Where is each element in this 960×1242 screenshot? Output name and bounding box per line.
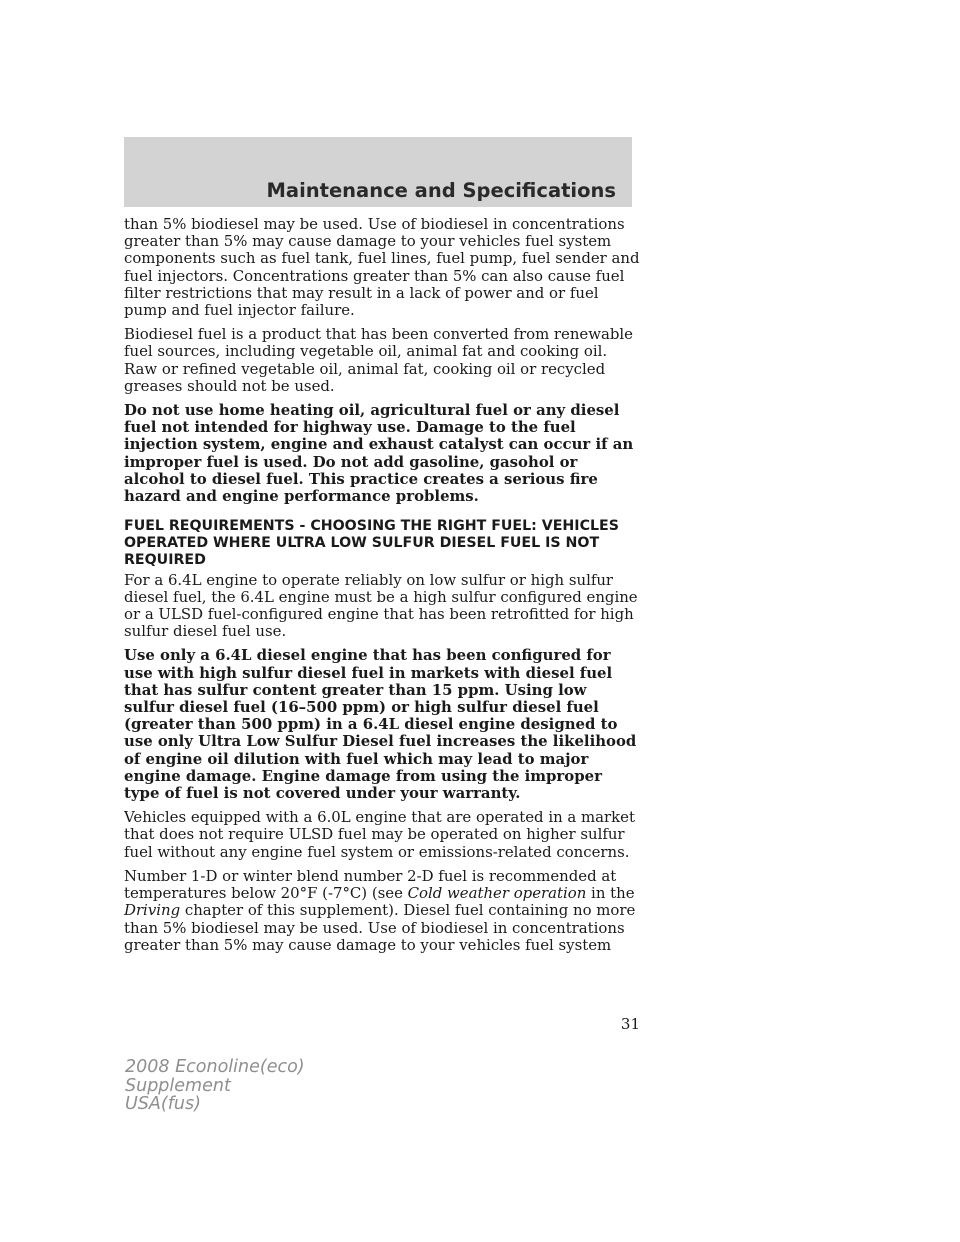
footer-line-3 bbox=[125, 1095, 305, 1114]
warning-paragraph-high-sulfur: Use only a 6.4L diesel engine that has been configured for use with high sulfur diesel fuel in markets with diesel fuel that has sulfur content greater than 15 ppm. Using low sulfur diesel fuel (16–500 ppm) or high sulfur diesel fuel (greater than 500 ppm) in a 6.4L diesel engine designed to use only Ultra Low Sulfur Diesel fuel increases the likelihood of engine oil dilution with fuel which may lead to major engine damage. Engine damage from using the improper type of fuel is not covered under your warranty. bbox=[124, 646, 637, 803]
footer-market-code: (fus) bbox=[160, 1094, 201, 1114]
section-heading-fuel-requirements: FUEL REQUIREMENTS - CHOOSING THE RIGHT FUEL: VEHICLES OPERATED WHERE ULTRA LOW SULFUR DIESEL FUEL IS NOT REQUIRED bbox=[124, 518, 619, 568]
winter-blend-text-3: chapter of this supplement). Diesel fuel containing no more than 5% biodiesel may be used. Use of biodiesel in concentrations greater than 5% may cause damage to your vehicles fuel system bbox=[124, 901, 636, 954]
winter-blend-text-2: in the bbox=[586, 884, 635, 903]
paragraph-winter-blend bbox=[124, 868, 640, 954]
footer-model-code: (eco) bbox=[259, 1057, 305, 1077]
cold-weather-reference: Cold weather operation bbox=[407, 884, 587, 903]
page-content bbox=[124, 216, 640, 961]
footer-line-2: Supplement bbox=[125, 1075, 231, 1096]
footer-line-1 bbox=[125, 1058, 305, 1077]
document-footer bbox=[125, 1058, 305, 1114]
driving-chapter-reference: Driving bbox=[124, 901, 181, 920]
section-title: Maintenance and Specifications bbox=[266, 179, 616, 202]
warning-paragraph-fuel-types: Do not use home heating oil, agricultural fuel or any diesel fuel not intended for highway use. Damage to the fuel injection system, engine and exhaust catalyst can occur if an improper fuel is used. Do not add gasoline, gasohol or alcohol to diesel fuel. This practice creates a serious fire hazard and engine performance problems. bbox=[124, 401, 634, 506]
winter-blend-text-1: Number 1-D or winter blend number 2-D fuel is recommended at temperatures below 20°F (-7°C) (see bbox=[124, 866, 617, 903]
footer-market: USA bbox=[125, 1094, 161, 1114]
footer-model: 2008 Econoline bbox=[125, 1057, 260, 1077]
paragraph-biodiesel-limit: than 5% biodiesel may be used. Use of biodiesel in concentrations greater than 5% may cause damage to your vehicles fuel system components such as fuel tank, fuel lines, fuel pump, fuel sender and fuel injectors. Concentrations greater than 5% can also cause fuel filter restrictions that may result in a lack of power and or fuel pump and fuel injector failure. bbox=[124, 215, 640, 320]
paragraph-6-0l-engine: Vehicles equipped with a 6.0L engine that are operated in a market that does not require ULSD fuel may be operated on higher sulfur fuel without any engine fuel system or emissions-related concerns. bbox=[124, 808, 635, 861]
section-header-band bbox=[124, 137, 632, 207]
paragraph-biodiesel-definition: Biodiesel fuel is a product that has been converted from renewable fuel sources, including vegetable oil, animal fat and cooking oil. Raw or refined vegetable oil, animal fat, cooking oil or recycled greases should not be used. bbox=[124, 325, 633, 395]
paragraph-6-4l-operation: For a 6.4L engine to operate reliably on low sulfur or high sulfur diesel fuel, the 6.4L engine must be a high sulfur configured engine or a ULSD fuel-configured engine that has been retrofitted for high sulfur diesel fuel use. bbox=[124, 570, 638, 641]
page-number: 31 bbox=[620, 1015, 640, 1033]
